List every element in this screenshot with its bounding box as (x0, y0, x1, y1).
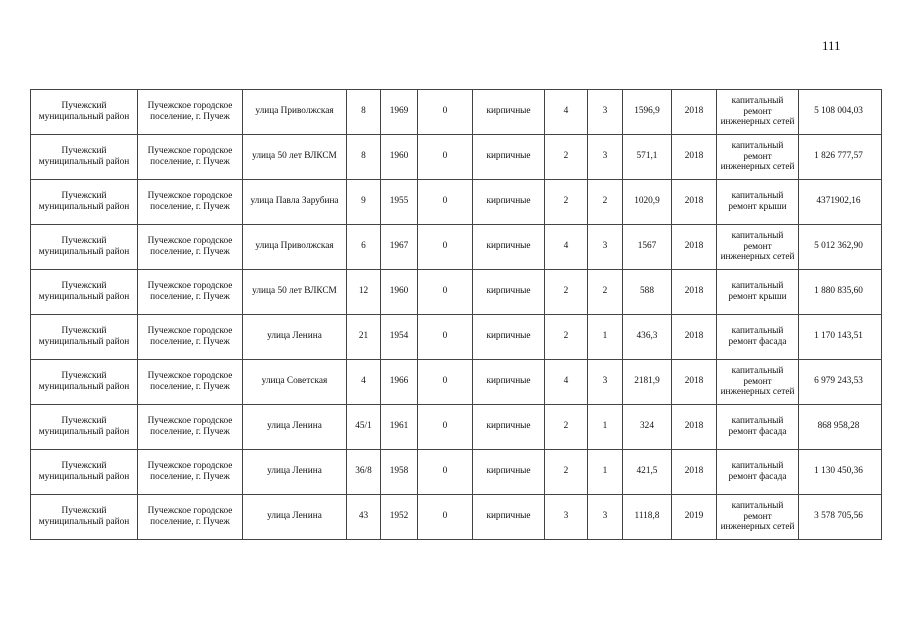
cell-wall-material: кирпичные (473, 225, 545, 270)
cell-street: улица Приволжская (243, 225, 347, 270)
cell-build-year: 1958 (381, 450, 418, 495)
cell-plan-year: 2019 (672, 495, 717, 540)
table-row (31, 405, 882, 450)
cell-work-type: капитальный ремонт инженерных сетей (717, 360, 799, 405)
table-row (31, 270, 882, 315)
cell-zero-value: 0 (418, 225, 473, 270)
cell-build-year: 1966 (381, 360, 418, 405)
cell-area: 1596,9 (623, 90, 672, 135)
cell-district: Пучежский муниципальный район (31, 405, 138, 450)
cell-settlement: Пучежское городское поселение, г. Пучеж (138, 90, 243, 135)
cell-house-number: 43 (347, 495, 381, 540)
cell-build-year: 1961 (381, 405, 418, 450)
cell-floors: 3 (545, 495, 588, 540)
cell-entrances: 3 (588, 360, 623, 405)
cell-cost: 1 826 777,57 (799, 135, 882, 180)
cell-settlement: Пучежское городское поселение, г. Пучеж (138, 405, 243, 450)
table-body (31, 90, 882, 540)
cell-street: улица Ленина (243, 495, 347, 540)
cell-wall-material: кирпичные (473, 135, 545, 180)
cell-work-type: капитальный ремонт крыши (717, 270, 799, 315)
cell-house-number: 36/8 (347, 450, 381, 495)
cell-plan-year: 2018 (672, 90, 717, 135)
cell-settlement: Пучежское городское поселение, г. Пучеж (138, 450, 243, 495)
cell-street: улица Павла Зарубина (243, 180, 347, 225)
cell-settlement: Пучежское городское поселение, г. Пучеж (138, 225, 243, 270)
cell-cost: 1 170 143,51 (799, 315, 882, 360)
cell-area: 588 (623, 270, 672, 315)
cell-house-number: 21 (347, 315, 381, 360)
cell-street: улица 50 лет ВЛКСМ (243, 135, 347, 180)
cell-entrances: 2 (588, 180, 623, 225)
cell-work-type: капитальный ремонт фасада (717, 405, 799, 450)
cell-zero-value: 0 (418, 180, 473, 225)
cell-zero-value: 0 (418, 315, 473, 360)
cell-plan-year: 2018 (672, 270, 717, 315)
cell-area: 1118,8 (623, 495, 672, 540)
cell-district: Пучежский муниципальный район (31, 90, 138, 135)
cell-street: улица Ленина (243, 315, 347, 360)
cell-entrances: 1 (588, 405, 623, 450)
cell-work-type: капитальный ремонт фасада (717, 315, 799, 360)
cell-floors: 2 (545, 270, 588, 315)
cell-settlement: Пучежское городское поселение, г. Пучеж (138, 495, 243, 540)
table-row (31, 360, 882, 405)
cell-cost: 868 958,28 (799, 405, 882, 450)
cell-house-number: 12 (347, 270, 381, 315)
cell-zero-value: 0 (418, 450, 473, 495)
cell-entrances: 3 (588, 135, 623, 180)
cell-district: Пучежский муниципальный район (31, 270, 138, 315)
table-row (31, 180, 882, 225)
table-row (31, 225, 882, 270)
cell-plan-year: 2018 (672, 225, 717, 270)
cell-entrances: 3 (588, 495, 623, 540)
cell-cost: 4371902,16 (799, 180, 882, 225)
cell-build-year: 1955 (381, 180, 418, 225)
cell-plan-year: 2018 (672, 180, 717, 225)
cell-district: Пучежский муниципальный район (31, 360, 138, 405)
cell-district: Пучежский муниципальный район (31, 135, 138, 180)
cell-work-type: капитальный ремонт инженерных сетей (717, 90, 799, 135)
cell-cost: 5 108 004,03 (799, 90, 882, 135)
cell-area: 571,1 (623, 135, 672, 180)
cell-cost: 1 880 835,60 (799, 270, 882, 315)
cell-work-type: капитальный ремонт фасада (717, 450, 799, 495)
cell-zero-value: 0 (418, 405, 473, 450)
cell-house-number: 8 (347, 135, 381, 180)
table-row (31, 450, 882, 495)
cell-entrances: 3 (588, 225, 623, 270)
cell-floors: 2 (545, 315, 588, 360)
cell-cost: 3 578 705,56 (799, 495, 882, 540)
cell-house-number: 4 (347, 360, 381, 405)
cell-wall-material: кирпичные (473, 90, 545, 135)
cell-settlement: Пучежское городское поселение, г. Пучеж (138, 135, 243, 180)
cell-build-year: 1967 (381, 225, 418, 270)
cell-entrances: 2 (588, 270, 623, 315)
cell-plan-year: 2018 (672, 405, 717, 450)
cell-settlement: Пучежское городское поселение, г. Пучеж (138, 270, 243, 315)
cell-district: Пучежский муниципальный район (31, 450, 138, 495)
cell-zero-value: 0 (418, 135, 473, 180)
cell-floors: 4 (545, 90, 588, 135)
cell-wall-material: кирпичные (473, 180, 545, 225)
cell-settlement: Пучежское городское поселение, г. Пучеж (138, 360, 243, 405)
cell-work-type: капитальный ремонт крыши (717, 180, 799, 225)
cell-street: улица Ленина (243, 450, 347, 495)
cell-floors: 2 (545, 450, 588, 495)
cell-floors: 2 (545, 405, 588, 450)
cell-entrances: 3 (588, 90, 623, 135)
cell-zero-value: 0 (418, 270, 473, 315)
cell-district: Пучежский муниципальный район (31, 225, 138, 270)
cell-floors: 2 (545, 180, 588, 225)
cell-house-number: 8 (347, 90, 381, 135)
cell-street: улица 50 лет ВЛКСМ (243, 270, 347, 315)
table-row (31, 90, 882, 135)
cell-house-number: 45/1 (347, 405, 381, 450)
cell-plan-year: 2018 (672, 360, 717, 405)
cell-district: Пучежский муниципальный район (31, 495, 138, 540)
cell-floors: 2 (545, 135, 588, 180)
cell-street: улица Приволжская (243, 90, 347, 135)
cell-area: 436,3 (623, 315, 672, 360)
cell-entrances: 1 (588, 315, 623, 360)
cell-build-year: 1960 (381, 270, 418, 315)
cell-zero-value: 0 (418, 90, 473, 135)
cell-wall-material: кирпичные (473, 270, 545, 315)
cell-floors: 4 (545, 360, 588, 405)
cell-house-number: 9 (347, 180, 381, 225)
cell-street: улица Ленина (243, 405, 347, 450)
cell-build-year: 1969 (381, 90, 418, 135)
cell-settlement: Пучежское городское поселение, г. Пучеж (138, 180, 243, 225)
table-row (31, 315, 882, 360)
cell-plan-year: 2018 (672, 315, 717, 360)
cell-district: Пучежский муниципальный район (31, 315, 138, 360)
cell-build-year: 1954 (381, 315, 418, 360)
cell-wall-material: кирпичные (473, 450, 545, 495)
cell-house-number: 6 (347, 225, 381, 270)
cell-work-type: капитальный ремонт инженерных сетей (717, 495, 799, 540)
cell-cost: 5 012 362,90 (799, 225, 882, 270)
cell-cost: 6 979 243,53 (799, 360, 882, 405)
cell-wall-material: кирпичные (473, 405, 545, 450)
cell-floors: 4 (545, 225, 588, 270)
cell-build-year: 1960 (381, 135, 418, 180)
cell-build-year: 1952 (381, 495, 418, 540)
cell-area: 324 (623, 405, 672, 450)
cell-area: 2181,9 (623, 360, 672, 405)
cell-work-type: капитальный ремонт инженерных сетей (717, 135, 799, 180)
cell-area: 1567 (623, 225, 672, 270)
cell-entrances: 1 (588, 450, 623, 495)
cell-plan-year: 2018 (672, 450, 717, 495)
cell-area: 421,5 (623, 450, 672, 495)
cell-zero-value: 0 (418, 495, 473, 540)
cell-district: Пучежский муниципальный район (31, 180, 138, 225)
housing-repair-table (30, 89, 882, 540)
cell-cost: 1 130 450,36 (799, 450, 882, 495)
cell-plan-year: 2018 (672, 135, 717, 180)
page-number: 111 (822, 38, 841, 53)
cell-work-type: капитальный ремонт инженерных сетей (717, 225, 799, 270)
cell-wall-material: кирпичные (473, 360, 545, 405)
cell-settlement: Пучежское городское поселение, г. Пучеж (138, 315, 243, 360)
cell-street: улица Советская (243, 360, 347, 405)
table-row (31, 495, 882, 540)
cell-area: 1020,9 (623, 180, 672, 225)
cell-wall-material: кирпичные (473, 495, 545, 540)
table-row (31, 135, 882, 180)
cell-wall-material: кирпичные (473, 315, 545, 360)
cell-zero-value: 0 (418, 360, 473, 405)
